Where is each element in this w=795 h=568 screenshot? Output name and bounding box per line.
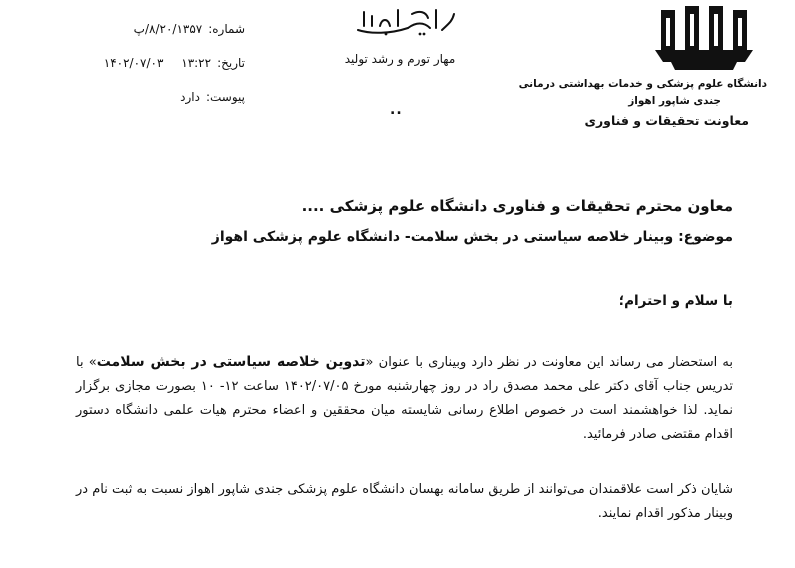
org-line-3: معاونت تحقیقات و فناوری (584, 113, 749, 128)
basmala-calligraphy-icon (350, 4, 460, 38)
meta-attachment-row (75, 80, 245, 114)
organization-block (518, 76, 767, 132)
number-value: ۸/۲۰/۱۳۵۷/پ (133, 22, 203, 36)
attachment-label: پیوست: (205, 90, 245, 104)
attachment-value: دارد (180, 90, 200, 104)
webinar-title: تدوین خلاصه سیاستی در بخش سلامت (96, 354, 366, 370)
university-logo-icon (641, 4, 759, 74)
date-value: ۱۴۰۲/۰۷/۰۳ (103, 56, 164, 70)
body-paragraph-1 (76, 350, 733, 447)
date-values (104, 56, 211, 70)
org-line-1: دانشگاه علوم پزشکی و خدمات بهداشتی درمانی (518, 78, 767, 90)
body-paragraph-2: شایان ذکر است علاقمندان می‌توانند از طریق سامانه بهسان دانشگاه علوم پزشکی جندی شاپور اهواز نسبت به ثبت نام در وبینار مذکور اقدام نمایند. (76, 482, 733, 521)
subject-text: وبینار خلاصه سیاستی در بخش سلامت- دانشگاه علوم پزشکی اهواز (211, 229, 674, 245)
letter-meta (75, 12, 245, 114)
recipient-line: معاون محترم تحقیقات و فناوری دانشگاه علوم پزشکی .... (301, 197, 733, 215)
meta-date-row (75, 46, 245, 80)
org-line-2: جندی شاپور اهواز (628, 95, 721, 107)
meta-number-row (75, 12, 245, 46)
date-label: تاریخ: (217, 56, 245, 70)
header-dots: .. (390, 102, 403, 118)
para1-after: » با تدریس جناب آقای دکتر علی محمد مصدق راد در روز چهارشنبه مورخ ۱۴۰۲/۰۷/۰۵ ساعت ۱۲- ۱۰ بصورت مجازی برگزار نماید. لذا خواهشمند است در خصوص اطلاع رسانی شایسته میان محققین و اعضاء محترم هیات علمی دانشگاه دستور اقدام مقتضی صادر فرمائید. (76, 355, 734, 442)
number-label: شماره: (208, 22, 245, 36)
subject-label: موضوع: (678, 229, 733, 245)
greeting: با سلام و احترام؛ (618, 293, 733, 309)
subject-line (212, 229, 733, 245)
time-value: ۱۳:۲۲ (181, 56, 212, 70)
motto-text: مهار تورم و رشد تولید (344, 52, 456, 66)
para1-before: به استحضار می رساند این معاونت در نظر دارد وبیناری با عنوان « (365, 355, 733, 370)
